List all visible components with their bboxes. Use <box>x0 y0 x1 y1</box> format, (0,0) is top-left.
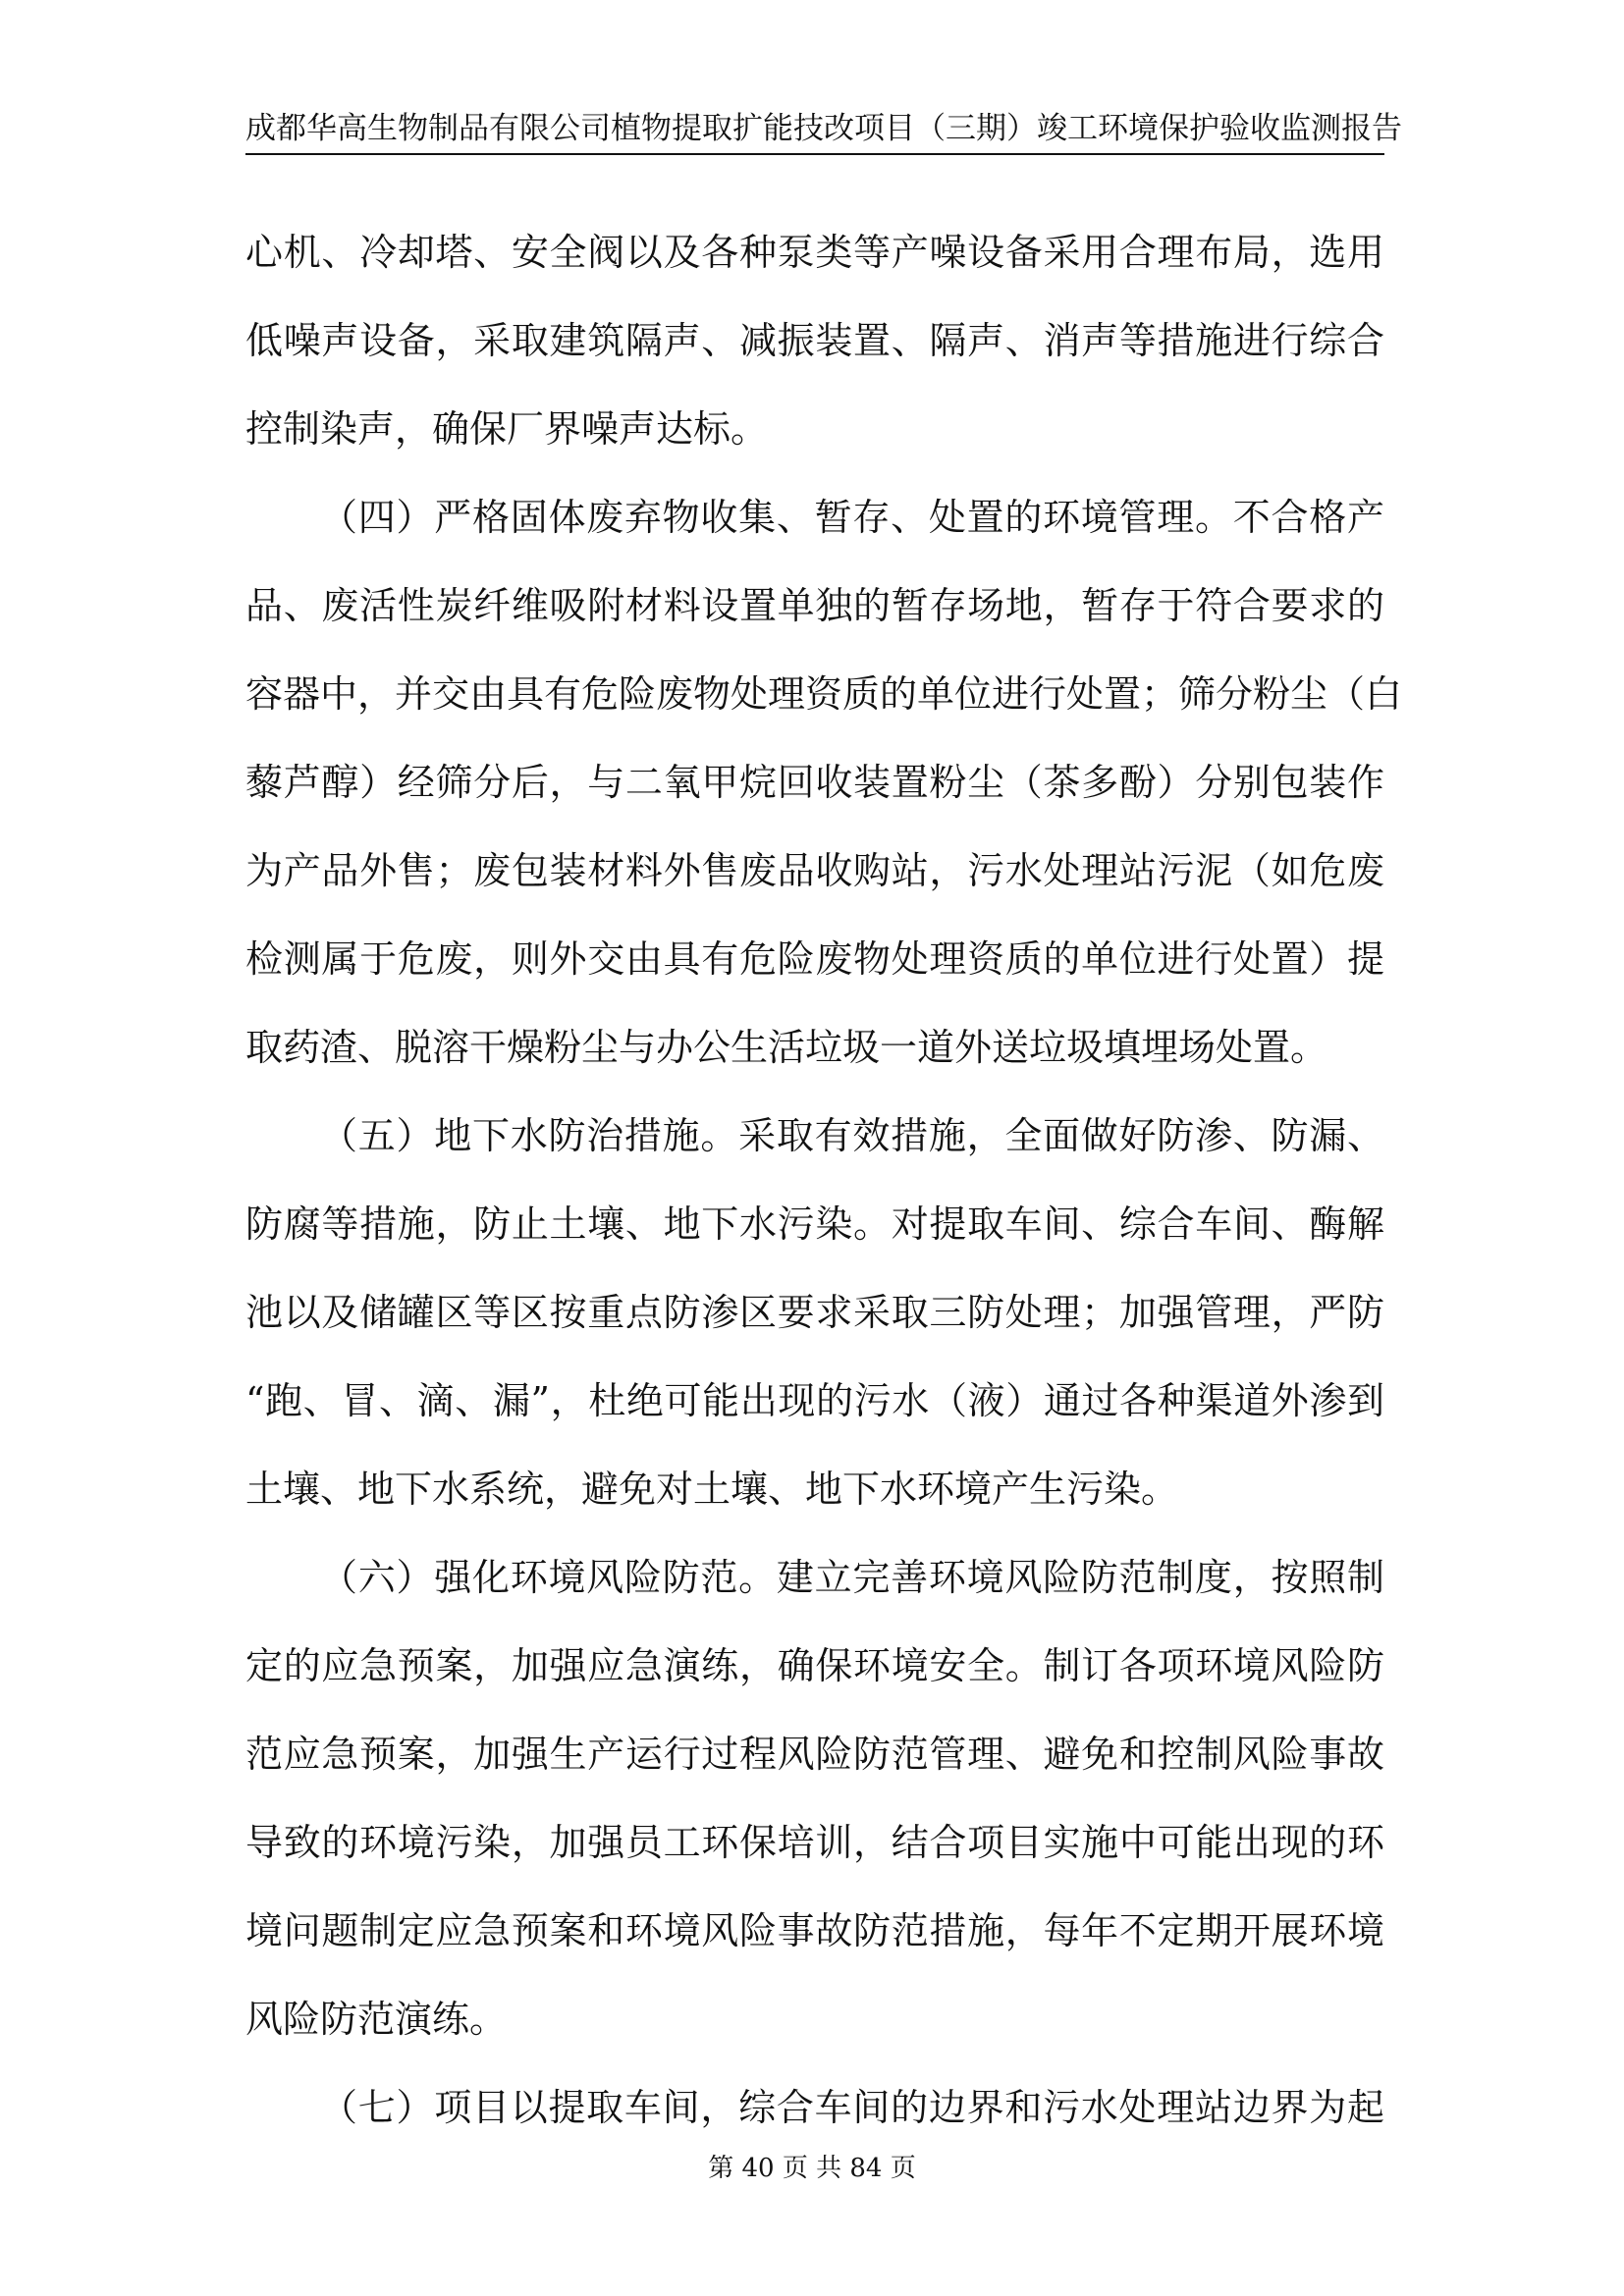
text-line: 藜芦醇）经筛分后，与二氧甲烷回收装置粉尘（茶多酚）分别包装作 <box>245 761 1384 804</box>
report-header-title: 成都华高生物制品有限公司植物提取扩能技改项目（三期）竣工环境保护验收监测报告 <box>245 111 1402 146</box>
text-line: 防腐等措施，防止土壤、地下水污染。对提取车间、综合车间、酶解 <box>245 1202 1384 1246</box>
text-line: “跑、冒、滴、漏”，杜绝可能出现的污水（液）通过各种渠道外渗到 <box>245 1379 1384 1422</box>
text-line: 品、废活性炭纤维吸附材料设置单独的暂存场地，暂存于符合要求的 <box>245 584 1384 627</box>
text-line: 定的应急预案，加强应急演练，确保环境安全。制订各项环境风险防 <box>245 1644 1384 1687</box>
text-line: （四）严格固体废弃物收集、暂存、处置的环境管理。不合格产 <box>320 496 1384 539</box>
text-line: 池以及储罐区等区按重点防渗区要求采取三防处理；加强管理，严防 <box>245 1291 1384 1334</box>
header-divider <box>245 153 1384 155</box>
page-number-footer: 第 40 页 共 84 页 <box>708 2154 916 2183</box>
text-line: 取药渣、脱溶干燥粉尘与办公生活垃圾一道外送垃圾填埋场处置。 <box>245 1026 1328 1069</box>
text-line: 风险防范演练。 <box>245 1998 508 2041</box>
text-line: 低噪声设备，采取建筑隔声、减振装置、隔声、消声等措施进行综合 <box>245 319 1384 362</box>
text-line: （六）强化环境风险防范。建立完善环境风险防范制度，按照制 <box>320 1556 1384 1599</box>
text-line: 控制染声，确保厂界噪声达标。 <box>245 407 769 451</box>
text-line: 容器中，并交由具有危险废物处理资质的单位进行处置；筛分粉尘（白 <box>245 672 1403 716</box>
text-line: 土壤、地下水系统，避免对土壤、地下水环境产生污染。 <box>245 1468 1179 1511</box>
text-line: （五）地下水防治措施。采取有效措施，全面做好防渗、防漏、 <box>320 1114 1384 1157</box>
text-line: 检测属于危废，则外交由具有危险废物处理资质的单位进行处置）提 <box>245 937 1384 981</box>
text-line: 为产品外售；废包装材料外售废品收购站，污水处理站污泥（如危废 <box>245 849 1384 892</box>
text-line: 境问题制定应急预案和环境风险事故防范措施，每年不定期开展环境 <box>245 1909 1384 1952</box>
text-line: 心机、冷却塔、安全阀以及各种泵类等产噪设备采用合理布局，选用 <box>245 231 1384 274</box>
text-line: （七）项目以提取车间，综合车间的边界和污水处理站边界为起 <box>320 2086 1384 2129</box>
text-line: 范应急预案，加强生产运行过程风险防范管理、避免和控制风险事故 <box>245 1733 1384 1776</box>
text-line: 导致的环境污染，加强员工环保培训，结合项目实施中可能出现的环 <box>245 1821 1384 1864</box>
report-body <box>245 208 1403 2152</box>
